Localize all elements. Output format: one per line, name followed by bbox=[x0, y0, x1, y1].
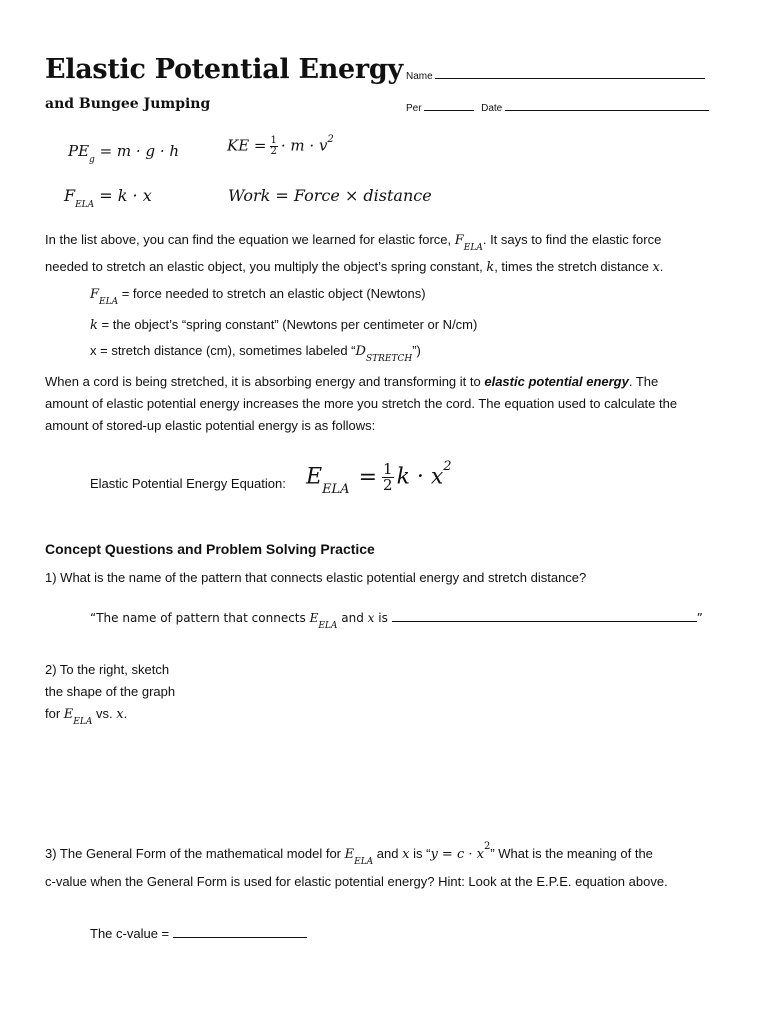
per-date-field[interactable] bbox=[406, 100, 709, 114]
c-value-field[interactable] bbox=[90, 923, 307, 945]
definition-spring-constant: k = the object’s “spring constant” (Newtons per centimeter or N/cm) bbox=[90, 317, 478, 333]
question-2-line-1: 2) To the right, sketch bbox=[45, 662, 170, 677]
question-2-line-2: the shape of the graph bbox=[45, 684, 176, 699]
question-3-line-2: c-value when the General Form is used for elastic potential energy? Hint: Look at the E.P.E. equation above. bbox=[45, 874, 668, 889]
page-title: Elastic Potential Energy bbox=[45, 54, 403, 85]
name-label: Name bbox=[406, 71, 433, 82]
date-blank[interactable] bbox=[505, 100, 709, 111]
page-subtitle: and Bungee Jumping bbox=[45, 96, 211, 112]
name-blank[interactable] bbox=[435, 68, 705, 79]
intro-line-1: In the list above, you can find the equation we learned for elastic force, $F_{ELA}$. It says to find the elastic force bbox=[45, 232, 662, 253]
c-value-label: The c-value = bbox=[90, 926, 170, 941]
sketch-area[interactable] bbox=[400, 650, 730, 820]
section-heading: Concept Questions and Problem Solving Practice bbox=[45, 541, 375, 557]
question-2-line-3: for $E_{ELA}$ vs. x. bbox=[45, 706, 128, 727]
epe-paragraph-line-3: amount of stored-up elastic potential energy is as follows: bbox=[45, 418, 376, 433]
equation-elastic-force: $F_{ELA} = k \cdot x$ bbox=[64, 186, 152, 210]
epe-equation: $E_{ELA}$ = $\frac{1}{2}$ $k \cdot x^2$ bbox=[306, 458, 452, 497]
epe-paragraph-line-2: amount of elastic potential energy increases the more you stretch the cord. The equation used to calculate the bbox=[45, 396, 678, 411]
epe-paragraph-line-1: When a cord is being stretched, it is absorbing energy and transforming it to elastic potential energy. The bbox=[45, 374, 659, 389]
definition-force: $F_{ELA}$ = force needed to stretch an elastic object (Newtons) bbox=[90, 286, 426, 307]
epe-equation-label: Elastic Potential Energy Equation: bbox=[90, 476, 286, 491]
equation-pe: $PE_g = m \cdot g \cdot h$ bbox=[68, 142, 180, 165]
per-label: Per bbox=[406, 103, 422, 114]
question-1-answer-blank[interactable] bbox=[392, 609, 697, 622]
intro-line-2: needed to stretch an elastic object, you multiply the object’s spring constant, k, times the stretch distance x. bbox=[45, 259, 664, 275]
question-1: 1) What is the name of the pattern that connects elastic potential energy and stretch distance? bbox=[45, 570, 587, 585]
name-field[interactable] bbox=[406, 68, 705, 82]
equation-ke: KE = $\frac{1}{2}$ · $m \cdot v^2$ bbox=[227, 133, 334, 157]
question-3-line-1: 3) The General Form of the mathematical model for $E_{ELA}$ and x is “$y = c \cdot x^2$” What is the meaning of the bbox=[45, 841, 653, 867]
c-value-blank[interactable] bbox=[173, 925, 307, 938]
per-blank[interactable] bbox=[424, 100, 474, 111]
equation-work: Work = Force × distance bbox=[228, 186, 432, 205]
definition-stretch-distance: x = stretch distance (cm), sometimes labeled “$D_{STRETCH}$”) bbox=[90, 343, 421, 364]
question-1-answer: “The name of pattern that connects $E_{ELA}$ and x is ” bbox=[90, 611, 703, 631]
date-label: Date bbox=[481, 103, 503, 114]
